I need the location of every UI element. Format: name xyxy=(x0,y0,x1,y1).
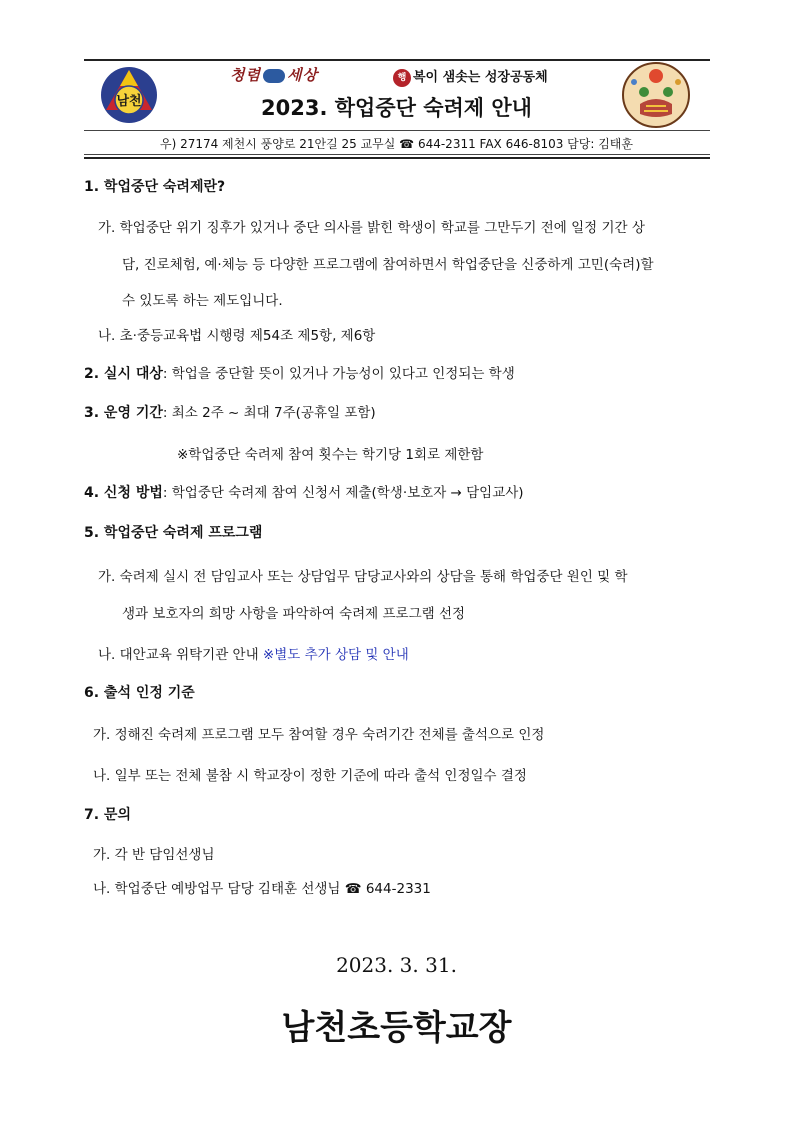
section-3-text: : 최소 2주 ~ 최대 7주(공휴일 포함) xyxy=(162,405,376,421)
section-5-heading: 5. 학업중단 숙려제 프로그램 xyxy=(84,525,263,541)
happiness-badge-icon: 행 xyxy=(393,69,411,87)
globe-icon xyxy=(263,69,285,83)
header-divider xyxy=(84,130,710,131)
section-2 xyxy=(84,365,515,383)
principal-signature: 남천초등학교장 xyxy=(281,1008,512,1048)
section-4-label: 4. 신청 방법 xyxy=(84,485,163,501)
issue-date: 2023. 3. 31. xyxy=(336,953,457,977)
logo-text: 남천 xyxy=(116,94,142,109)
section-1-item-b: 나. 초·중등교육법 시행령 제54조 제5항, 제6항 xyxy=(98,328,376,344)
section-5-item-a-line1: 가. 숙려제 실시 전 담임교사 또는 상담업무 담당교사와의 상담을 통해 학업중단 원인 및 학 xyxy=(98,569,628,585)
section-3-note: ※학업중단 숙려제 참여 횟수는 학기당 1회로 제한함 xyxy=(177,447,484,463)
section-3-label: 3. 운영 기간 xyxy=(84,405,163,421)
section-7-item-a: 가. 각 반 담임선생님 xyxy=(93,847,215,863)
section-4-text: : 학업중단 숙려제 참여 신청서 제출(학생·보호자 → 담임교사) xyxy=(162,485,524,501)
section-3 xyxy=(84,404,376,422)
section-6-item-a: 가. 정해진 숙려제 프로그램 모두 참여할 경우 숙려기간 전체를 출석으로 인정 xyxy=(93,727,545,743)
section-2-text: : 학업을 중단할 뜻이 있거나 가능성이 있다고 인정되는 학생 xyxy=(162,366,515,382)
section-7-heading: 7. 문의 xyxy=(84,807,131,823)
section-6-item-b: 나. 일부 또는 전체 불참 시 학교장이 정한 기준에 따라 출석 인정일수 결정 xyxy=(93,768,527,784)
contact-info: 우) 27174 제천시 풍양로 21안길 25 교무실 ☎ 644-2311 FAX 646-8103 담당: 김태훈 xyxy=(159,137,633,151)
section-1-item-a-line3: 수 있도록 하는 제도입니다. xyxy=(122,293,283,309)
section-6-heading: 6. 출석 인정 기준 xyxy=(84,685,195,701)
section-1-item-a-line2: 담, 진로체험, 예·체능 등 다양한 프로그램에 참여하면서 학업중단을 신중하게 고민(숙려)할 xyxy=(122,257,654,273)
header-top-rule xyxy=(84,59,710,61)
section-1-item-a-line1: 가. 학업중단 위기 징후가 있거나 중단 의사를 밝힌 학생이 학교를 그만두기 전에 일정 기간 상 xyxy=(98,220,645,236)
section-5-item-a-line2: 생과 보호자의 희망 사항을 파악하여 숙려제 프로그램 선정 xyxy=(122,606,466,622)
header-bottom-rule-thick xyxy=(84,157,710,159)
document-title: 2023. 학업중단 숙려제 안내 xyxy=(261,96,532,120)
section-7-item-b: 나. 학업중단 예방업무 담당 김태훈 선생님 ☎ 644-2331 xyxy=(93,881,431,897)
section-1-heading: 1. 학업중단 숙려제란? xyxy=(84,179,226,195)
section-4 xyxy=(84,484,524,502)
header-bottom-rule xyxy=(84,154,710,155)
section-5-item-b-note: ※별도 추가 상담 및 안내 xyxy=(262,647,409,663)
section-5-item-b: 나. 대안교육 위탁기관 안내 ※별도 추가 상담 및 안내 xyxy=(98,647,409,663)
slogan-growth-community: 행 복이 샘솟는 성장공동체 xyxy=(393,66,548,87)
slogan-clean-world: 청렴 세상 xyxy=(230,66,318,84)
section-2-label: 2. 실시 대상 xyxy=(84,366,163,382)
